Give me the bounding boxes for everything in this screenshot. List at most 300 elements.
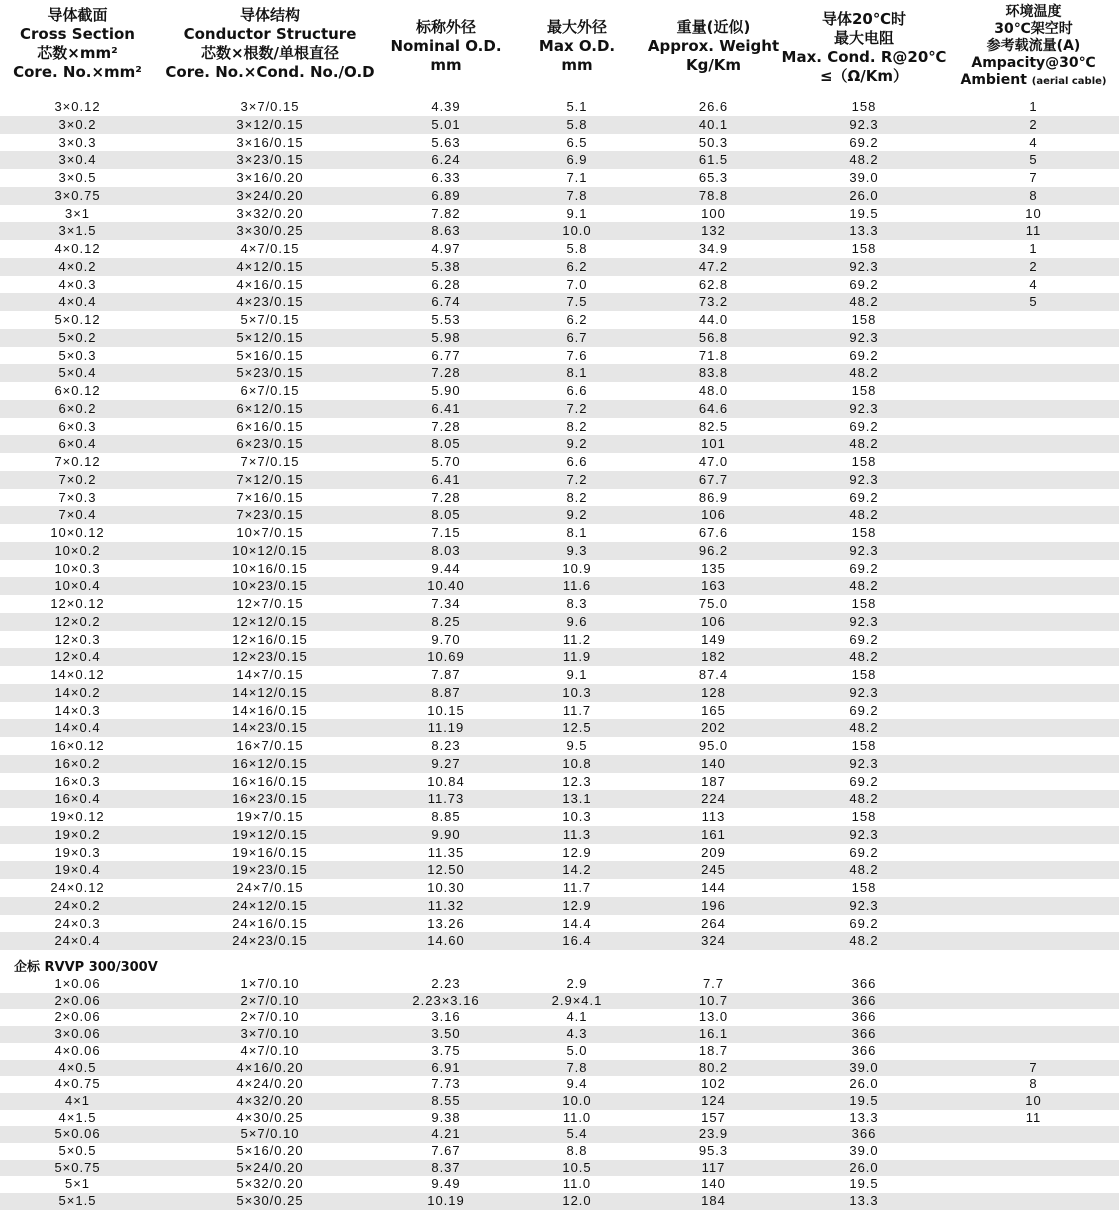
table-cell: 6.2 <box>566 312 588 327</box>
table-cell: 4.97 <box>431 241 461 256</box>
table-cell: 12.50 <box>385 861 507 879</box>
table-cell: 19×16/0.15 <box>232 844 308 860</box>
table-cell: 92.3 <box>780 613 948 631</box>
table-cell: 4×0.12 <box>54 241 101 256</box>
table-cell: 5×0.12 <box>54 312 101 327</box>
table-cell: 4×7/0.15 <box>240 241 300 256</box>
table-cell: 3×0.3 <box>58 134 97 150</box>
table-cell: 69.2 <box>849 631 879 647</box>
table-cell: 3×0.06 <box>0 1026 155 1043</box>
table-cell: 10.0 <box>507 1093 647 1110</box>
table-cell <box>948 702 1119 720</box>
table-cell: 9.38 <box>431 1109 461 1125</box>
table-cell: 6.28 <box>431 276 461 292</box>
table-cell: 5.0 <box>566 1042 588 1058</box>
table-row <box>0 1076 1119 1093</box>
table-cell: 4×1 <box>0 1093 155 1110</box>
table-cell: 2.9 <box>566 976 588 991</box>
table-cell: 264 <box>701 915 726 931</box>
table-row <box>0 648 1119 666</box>
table-cell: 11.2 <box>562 631 592 647</box>
table-cell: 124 <box>647 1093 780 1110</box>
table-cell: 196 <box>647 897 780 915</box>
table-row <box>0 506 1119 524</box>
table-cell: 7 <box>948 1060 1119 1077</box>
table-cell: 6.7 <box>507 329 647 347</box>
table-cell: 9.44 <box>431 560 461 576</box>
table-cell: 95.0 <box>698 738 729 753</box>
header-line: 重量(近似) <box>676 18 751 36</box>
table-row <box>0 1160 1119 1177</box>
table-cell <box>948 542 1119 560</box>
table-cell: 135 <box>701 560 726 576</box>
table-cell: 10×23/0.15 <box>155 577 385 595</box>
table-row <box>0 1026 1119 1043</box>
table-cell <box>948 364 1119 382</box>
table-cell: 2 <box>948 258 1119 276</box>
table-cell: 24×23/0.15 <box>155 932 385 950</box>
table-cell: 5.38 <box>385 258 507 276</box>
table-cell <box>948 560 1119 578</box>
table-cell: 67.7 <box>647 471 780 489</box>
table-cell: 3×0.2 <box>0 116 155 134</box>
table-cell: 8.1 <box>507 364 647 382</box>
table-row <box>0 976 1119 993</box>
table-cell <box>948 993 1119 1010</box>
table-row <box>0 1093 1119 1110</box>
table-row <box>0 276 1119 294</box>
table-cell: 202 <box>647 719 780 737</box>
table-cell <box>948 1009 1119 1026</box>
table-cell: 16×16/0.15 <box>232 773 308 789</box>
table-cell: 2.9×4.1 <box>507 993 647 1010</box>
table-cell: 163 <box>647 577 780 595</box>
table-cell: 4×30/0.25 <box>236 1109 304 1125</box>
header-ambient: Ambient <box>960 72 1027 88</box>
table-cell: 69.2 <box>849 418 879 434</box>
table-cell: 3.50 <box>385 1026 507 1043</box>
table-cell: 6.9 <box>507 151 647 169</box>
table-cell <box>948 631 1119 649</box>
table-cell: 10×16/0.15 <box>232 560 308 576</box>
table-cell: 9.6 <box>507 613 647 631</box>
table-cell: 6.41 <box>385 471 507 489</box>
table-cell: 13.3 <box>849 1109 879 1125</box>
header-line: Conductor Structure <box>183 25 357 43</box>
table-cell: 24×0.3 <box>54 915 101 931</box>
table-cell: 5.98 <box>385 329 507 347</box>
table-cell: 8.85 <box>431 809 461 824</box>
table-cell: 14.60 <box>385 932 507 950</box>
table-cell: 12.3 <box>562 773 592 789</box>
table-cell: 24×12/0.15 <box>155 897 385 915</box>
table-cell: 9.90 <box>385 826 507 844</box>
table-cell: 11.35 <box>427 844 465 860</box>
table-cell: 16.1 <box>647 1026 780 1043</box>
table-row <box>0 418 1119 436</box>
table-cell: 6×23/0.15 <box>155 435 385 453</box>
header-cross-section <box>0 6 155 82</box>
table-cell <box>948 1026 1119 1043</box>
table-cell: 34.9 <box>698 241 729 256</box>
table-cell: 4×0.4 <box>0 293 155 311</box>
table-cell: 11.73 <box>385 790 507 808</box>
table-cell: 86.9 <box>698 489 729 505</box>
table-cell: 366 <box>780 1026 948 1043</box>
table-cell: 18.7 <box>698 1042 729 1058</box>
table-cell: 48.2 <box>780 364 948 382</box>
table-cell: 3×0.12 <box>54 99 101 114</box>
table-cell: 69.2 <box>849 347 879 363</box>
header-approx-weight <box>647 18 780 75</box>
table-cell: 7.28 <box>385 364 507 382</box>
table-row <box>0 755 1119 773</box>
table-cell: 26.0 <box>849 1076 879 1092</box>
table-cell: 158 <box>851 809 877 824</box>
table-cell: 10×0.4 <box>0 577 155 595</box>
table-cell: 6.89 <box>385 187 507 205</box>
table-cell: 10×0.2 <box>0 542 155 560</box>
table-cell: 9.1 <box>566 667 588 682</box>
table-cell: 161 <box>647 826 780 844</box>
table-cell: 87.4 <box>698 667 729 682</box>
header-line: 环境温度 <box>1005 4 1062 20</box>
table-row <box>0 169 1119 187</box>
table-row <box>0 1110 1119 1127</box>
table-row <box>0 400 1119 418</box>
table-cell: 75.0 <box>698 596 729 611</box>
table-cell: 5×7/0.10 <box>155 1126 385 1143</box>
table-row <box>0 347 1119 365</box>
table-cell: 4.3 <box>507 1026 647 1043</box>
table-cell: 9.4 <box>566 1076 588 1092</box>
table-cell: 7.15 <box>431 525 461 540</box>
table-cell <box>948 577 1119 595</box>
table-cell: 23.9 <box>647 1126 780 1143</box>
table-cell: 187 <box>701 773 726 789</box>
table-cell: 61.5 <box>647 151 780 169</box>
table-cell: 8.03 <box>385 542 507 560</box>
table-row <box>0 1176 1119 1193</box>
table-cell: 69.2 <box>849 276 879 292</box>
table-row <box>0 471 1119 489</box>
table-cell <box>948 347 1119 365</box>
table-cell: 5.8 <box>507 116 647 134</box>
table-cell: 140 <box>701 1176 726 1192</box>
table-cell: 158 <box>851 667 877 682</box>
table-row <box>0 453 1119 471</box>
table-cell: 182 <box>647 648 780 666</box>
header-line: 导体20℃时 <box>821 10 907 28</box>
table-cell: 26.6 <box>698 99 729 114</box>
table-cell: 7×0.4 <box>0 506 155 524</box>
table-cell: 8.63 <box>385 222 507 240</box>
table-cell: 3×0.75 <box>0 187 155 205</box>
table-cell: 6×0.4 <box>0 435 155 453</box>
table-cell <box>948 844 1119 862</box>
table-cell <box>948 719 1119 737</box>
table-cell: 12×0.4 <box>0 648 155 666</box>
spec-table-rvvp <box>0 976 1119 1210</box>
table-cell: 11.6 <box>507 577 647 595</box>
table-cell: 9.2 <box>507 435 647 453</box>
table-cell: 19×0.4 <box>0 861 155 879</box>
spec-table-main <box>0 98 1119 950</box>
table-cell <box>948 1143 1119 1160</box>
header-line: ≤（Ω/Km） <box>819 67 909 85</box>
table-cell: 16×7/0.15 <box>236 738 304 753</box>
table-row <box>0 240 1119 258</box>
table-cell: 7.73 <box>431 1076 461 1092</box>
table-cell: 165 <box>701 702 726 718</box>
table-cell: 10×0.3 <box>54 560 101 576</box>
table-row <box>0 1060 1119 1077</box>
header-line <box>948 72 1119 90</box>
table-cell <box>948 1126 1119 1143</box>
table-cell: 14×0.2 <box>0 684 155 702</box>
table-cell: 10.5 <box>507 1160 647 1177</box>
table-cell <box>948 489 1119 507</box>
table-cell: 7.6 <box>566 347 588 363</box>
table-cell: 39.0 <box>849 1143 879 1159</box>
table-cell: 16.4 <box>507 932 647 950</box>
table-cell <box>948 1160 1119 1177</box>
table-cell <box>948 790 1119 808</box>
table-cell: 19×0.2 <box>0 826 155 844</box>
table-cell: 5.1 <box>566 99 588 114</box>
table-cell: 19.5 <box>849 205 879 221</box>
table-cell: 8 <box>1029 1076 1038 1092</box>
table-cell: 140 <box>647 755 780 773</box>
table-cell: 48.2 <box>780 506 948 524</box>
table-cell: 1 <box>1029 99 1038 114</box>
table-cell: 14×12/0.15 <box>155 684 385 702</box>
table-row <box>0 719 1119 737</box>
table-cell: 19×0.12 <box>50 809 105 824</box>
table-cell: 10.40 <box>385 577 507 595</box>
table-cell: 92.3 <box>780 684 948 702</box>
table-cell: 47.2 <box>647 258 780 276</box>
table-cell: 7.7 <box>702 976 725 991</box>
table-cell: 12×0.12 <box>50 596 105 611</box>
table-cell: 7.0 <box>566 276 588 292</box>
table-cell: 5.8 <box>566 241 588 256</box>
table-cell: 44.0 <box>698 312 729 327</box>
table-cell: 8.05 <box>385 435 507 453</box>
table-cell: 7×0.3 <box>58 489 97 505</box>
table-cell: 14×16/0.15 <box>232 702 308 718</box>
header-line: mm <box>561 56 593 74</box>
table-cell: 48.2 <box>780 151 948 169</box>
table-row <box>0 560 1119 578</box>
table-cell <box>948 418 1119 436</box>
table-row <box>0 1143 1119 1160</box>
table-cell: 7.2 <box>507 400 647 418</box>
table-cell: 10.3 <box>507 684 647 702</box>
table-row <box>0 1193 1119 1210</box>
table-row <box>0 844 1119 862</box>
table-row <box>0 737 1119 755</box>
table-cell: 48.2 <box>780 861 948 879</box>
header-line: Core. No.×mm² <box>13 63 142 81</box>
table-cell: 3×7/0.10 <box>155 1026 385 1043</box>
header-line: mm <box>430 56 462 74</box>
table-row <box>0 435 1119 453</box>
table-cell: 324 <box>647 932 780 950</box>
table-cell <box>948 613 1119 631</box>
table-cell: 8.23 <box>431 738 461 753</box>
table-cell: 7.2 <box>507 471 647 489</box>
table-cell: 4×0.06 <box>54 1042 101 1058</box>
table-cell: 65.3 <box>698 170 729 185</box>
table-cell: 5×0.3 <box>58 347 97 363</box>
table-row <box>0 489 1119 507</box>
table-cell: 62.8 <box>698 276 729 292</box>
table-cell: 16×0.3 <box>54 773 101 789</box>
table-cell: 158 <box>851 880 877 895</box>
table-cell: 366 <box>780 993 948 1010</box>
table-cell: 7.28 <box>431 489 461 505</box>
table-cell: 5.63 <box>431 134 461 150</box>
table-cell: 10 <box>948 1093 1119 1110</box>
table-cell: 4×0.2 <box>0 258 155 276</box>
table-cell: 26.0 <box>780 187 948 205</box>
table-cell: 8.25 <box>385 613 507 631</box>
table-cell: 69.2 <box>849 915 879 931</box>
header-line: 30℃架空时 <box>994 21 1073 37</box>
table-cell <box>948 755 1119 773</box>
header-line: Max O.D. <box>538 37 616 55</box>
table-cell: 6.91 <box>385 1060 507 1077</box>
table-cell: 158 <box>851 596 877 611</box>
table-cell: 4×32/0.20 <box>155 1093 385 1110</box>
table-cell: 1×0.06 <box>54 976 101 991</box>
table-cell: 92.3 <box>780 897 948 915</box>
table-cell: 10.8 <box>507 755 647 773</box>
table-cell: 12.9 <box>507 897 647 915</box>
table-cell: 10.15 <box>427 702 465 718</box>
table-cell: 128 <box>647 684 780 702</box>
table-row <box>0 205 1119 223</box>
table-cell: 13.3 <box>780 222 948 240</box>
table-row <box>0 932 1119 950</box>
table-cell: 5×24/0.20 <box>155 1160 385 1177</box>
table-cell: 96.2 <box>647 542 780 560</box>
table-cell: 6×16/0.15 <box>236 418 304 434</box>
table-cell: 5×23/0.15 <box>155 364 385 382</box>
table-cell: 19×0.3 <box>54 844 101 860</box>
table-cell: 69.2 <box>849 844 879 860</box>
table-cell: 48.2 <box>780 932 948 950</box>
table-cell: 11.7 <box>562 702 592 718</box>
table-cell: 6×12/0.15 <box>155 400 385 418</box>
table-cell: 10.3 <box>562 809 592 824</box>
table-cell: 3×32/0.20 <box>236 205 304 221</box>
table-cell: 69.2 <box>849 134 879 150</box>
table-cell: 3×0.4 <box>0 151 155 169</box>
table-cell: 11.32 <box>385 897 507 915</box>
section-title: 企标 RVVP 300/300V <box>14 960 158 975</box>
table-cell: 2×7/0.10 <box>155 993 385 1010</box>
header-line: Kg/Km <box>685 56 742 74</box>
table-row <box>0 595 1119 613</box>
table-cell: 6×0.3 <box>58 418 97 434</box>
table-cell: 48.2 <box>780 435 948 453</box>
table-cell: 14.4 <box>562 915 592 931</box>
header-line: 最大外径 <box>546 18 607 36</box>
table-cell: 11.7 <box>562 880 592 895</box>
table-cell: 69.2 <box>849 560 879 576</box>
table-cell: 8.87 <box>385 684 507 702</box>
table-cell: 184 <box>647 1193 780 1210</box>
table-row <box>0 826 1119 844</box>
table-cell: 92.3 <box>780 755 948 773</box>
header-line: 导体截面 <box>47 6 108 24</box>
table-cell <box>948 684 1119 702</box>
table-cell: 9.1 <box>566 205 588 221</box>
table-cell <box>948 471 1119 489</box>
table-cell: 78.8 <box>647 187 780 205</box>
table-cell: 5.53 <box>431 312 461 327</box>
table-cell: 5×1.5 <box>0 1193 155 1210</box>
table-cell: 16×0.4 <box>0 790 155 808</box>
header-line: 芯数×根数/单根直径 <box>200 44 340 62</box>
table-row <box>0 773 1119 791</box>
table-cell: 3.16 <box>431 1009 461 1025</box>
table-cell: 2×0.06 <box>0 993 155 1010</box>
table-cell: 14×0.12 <box>50 667 105 682</box>
table-cell <box>948 595 1119 613</box>
table-row <box>0 98 1119 116</box>
table-cell: 10.30 <box>427 880 465 895</box>
table-cell: 69.2 <box>849 773 879 789</box>
table-cell: 14×0.4 <box>0 719 155 737</box>
header-max-resistance <box>780 10 948 86</box>
table-cell: 92.3 <box>780 116 948 134</box>
table-cell: 7×7/0.15 <box>240 454 300 469</box>
table-cell: 19×12/0.15 <box>155 826 385 844</box>
table-cell: 13.1 <box>507 790 647 808</box>
table-cell: 106 <box>647 506 780 524</box>
table-cell: 7×16/0.15 <box>236 489 304 505</box>
table-cell: 5×0.06 <box>0 1126 155 1143</box>
table-cell: 6.41 <box>385 400 507 418</box>
table-cell <box>948 1043 1119 1060</box>
table-cell: 6.77 <box>431 347 461 363</box>
table-cell: 11.19 <box>385 719 507 737</box>
table-row <box>0 542 1119 560</box>
table-cell: 48.0 <box>698 383 729 398</box>
table-cell: 24×16/0.15 <box>232 915 308 931</box>
table-cell: 12×12/0.15 <box>155 613 385 631</box>
table-cell: 5.70 <box>431 454 461 469</box>
table-cell: 5.01 <box>385 116 507 134</box>
table-row <box>0 258 1119 276</box>
table-cell: 7×12/0.15 <box>155 471 385 489</box>
table-header <box>0 0 1119 98</box>
table-cell: 7.5 <box>507 293 647 311</box>
table-cell: 3×30/0.25 <box>155 222 385 240</box>
table-cell: 12×7/0.15 <box>236 596 304 611</box>
table-cell: 10.19 <box>385 1193 507 1210</box>
table-cell: 14×0.3 <box>54 702 101 718</box>
table-cell: 5×0.5 <box>58 1143 97 1159</box>
table-cell <box>948 311 1119 329</box>
table-cell: 2.23 <box>431 976 461 991</box>
table-cell: 7×0.2 <box>0 471 155 489</box>
table-cell: 3×24/0.20 <box>155 187 385 205</box>
table-cell: 4×7/0.10 <box>240 1042 300 1058</box>
